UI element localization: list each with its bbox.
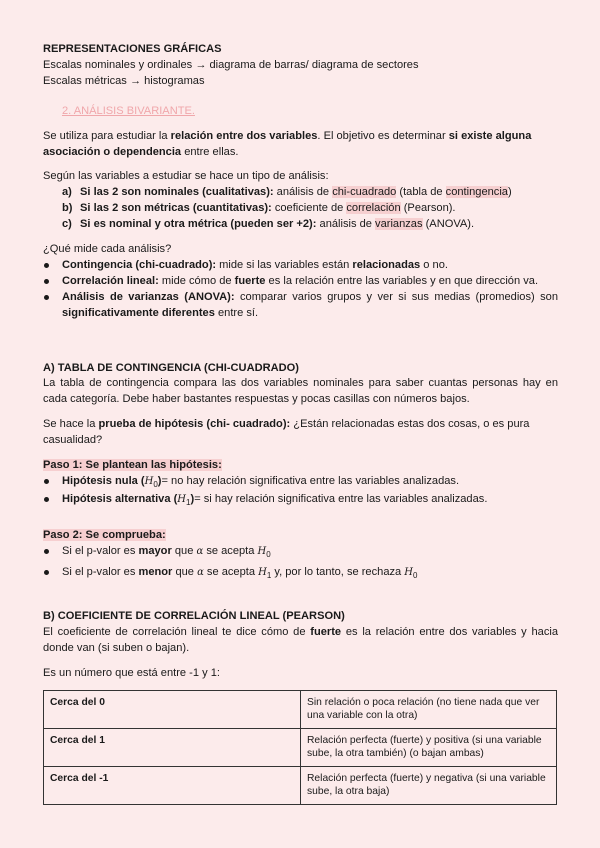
range-text: Es un número que está entre -1 y 1: bbox=[43, 667, 220, 679]
paso-1-heading bbox=[43, 457, 558, 473]
hypothesis-symbol: H bbox=[144, 476, 154, 487]
measure-text: o no. bbox=[420, 259, 448, 271]
section-b-text: es la relación entre dos variables y hacia donde van (si suben o bajan). bbox=[43, 626, 558, 654]
types-marker: c) bbox=[62, 218, 72, 230]
paso-1-title: Paso 1: Se plantean las hipótesis: bbox=[43, 459, 222, 471]
hypothesis-symbol: H bbox=[258, 567, 267, 578]
measure-bold: Contingencia (chi-cuadrado): bbox=[62, 259, 217, 271]
measures-item bbox=[44, 257, 558, 273]
section-2-title: 2. ANÁLISIS BIVARIANTE. bbox=[62, 105, 195, 117]
types-bold: Si las 2 son métricas (cuantitativas): bbox=[80, 202, 272, 214]
pvalue-text: y, por lo tanto, se rechaza bbox=[271, 566, 405, 578]
measures-list bbox=[62, 257, 558, 321]
bullet-icon bbox=[44, 295, 49, 300]
alpha-symbol: α bbox=[197, 567, 204, 578]
measure-text: mide cómo de bbox=[158, 275, 235, 287]
bullet-icon bbox=[44, 497, 49, 502]
hypothesis-subscript: 0 bbox=[413, 571, 418, 581]
pvalue-item bbox=[44, 564, 558, 585]
bullet-icon bbox=[44, 479, 49, 484]
table-cell-value: Sin relación o poca relación (no tiene nada que ver una variable con la otra) bbox=[301, 691, 557, 729]
measure-text: es la relación entre las variables y en que dirección va. bbox=[265, 275, 539, 287]
measure-bold-2: fuerte bbox=[234, 275, 266, 287]
measures-question: ¿Qué mide cada análisis? bbox=[43, 243, 172, 255]
hypothesis-label: Hipótesis nula ( bbox=[62, 475, 145, 487]
correlation-table-wrap bbox=[43, 690, 558, 805]
types-intro: Según las variables a estudiar se hace un tipo de análisis: bbox=[43, 170, 329, 182]
table-row bbox=[44, 691, 557, 729]
types-list bbox=[62, 184, 558, 232]
measure-bold: Correlación lineal: bbox=[62, 275, 159, 287]
representaciones-block bbox=[43, 41, 558, 89]
prueba-paragraph bbox=[43, 416, 558, 448]
hypothesis-symbol: H bbox=[177, 494, 187, 505]
representaciones-title: REPRESENTACIONES GRÁFICAS bbox=[43, 43, 222, 55]
hypothesis-item bbox=[44, 473, 558, 491]
types-item-c bbox=[62, 216, 558, 232]
hypothesis-subscript: 0 bbox=[266, 550, 271, 560]
bullet-icon bbox=[44, 549, 49, 554]
table-cell-value: Relación perfecta (fuerte) y positiva (si una variable sube, la otra también) (o bajan ambas) bbox=[301, 729, 557, 767]
section-a-paragraph: La tabla de contingencia compara las dos variables nominales para saber cuantas personas hay en cada categoría. Debe haber bastantes respuestas y pocas casillas con números bajos. bbox=[43, 377, 558, 405]
hypothesis-label: Hipótesis alternativa ( bbox=[62, 493, 178, 505]
section-b-text: El coeficiente de correlación lineal te dice cómo de bbox=[43, 626, 311, 638]
paso-1-list bbox=[62, 473, 558, 509]
types-text: (ANOVA). bbox=[422, 218, 475, 230]
measure-bold-2: relacionadas bbox=[352, 259, 421, 271]
types-bold: Si es nominal y otra métrica (pueden ser +2): bbox=[80, 218, 317, 230]
intro-text-a: Se utiliza para estudiar la bbox=[43, 130, 171, 142]
measure-text: comparar varios grupos y ver si sus medias (promedios) son bbox=[234, 291, 558, 303]
types-marker: a) bbox=[62, 186, 72, 198]
section-b-paragraph bbox=[43, 624, 558, 656]
pvalue-text: Si el p-valor es bbox=[62, 545, 139, 557]
pvalue-text: se acepta bbox=[203, 566, 259, 578]
types-highlight: contingencia bbox=[445, 186, 508, 198]
hypothesis-text: = si hay relación significativa entre las variables analizadas. bbox=[194, 493, 488, 505]
bullet-icon bbox=[44, 570, 49, 575]
paso-2-heading bbox=[43, 527, 558, 543]
hypothesis-close: ) bbox=[190, 493, 195, 505]
types-highlight: chi-cuadrado bbox=[332, 186, 397, 198]
table-cell-value: Relación perfecta (fuerte) y negativa (si una variable sube, la otra baja) bbox=[301, 767, 557, 805]
section-2-intro bbox=[43, 128, 558, 160]
pvalue-text: que bbox=[172, 566, 198, 578]
table-cell-key: Cerca del -1 bbox=[44, 767, 301, 805]
intro-bold-b: relación entre dos variables bbox=[170, 130, 318, 142]
measure-text: mide si las variables están bbox=[216, 259, 353, 271]
table-cell-key: Cerca del 1 bbox=[44, 729, 301, 767]
pvalue-bold: mayor bbox=[138, 545, 172, 557]
bullet-icon bbox=[44, 263, 49, 268]
hypothesis-subscript: 0 bbox=[153, 480, 158, 490]
prueba-text: Se hace la bbox=[43, 418, 99, 430]
hypothesis-subscript: 1 bbox=[186, 498, 191, 508]
section-2-heading bbox=[62, 103, 558, 119]
correlation-table bbox=[43, 690, 557, 805]
paso-2-list bbox=[62, 543, 558, 585]
bullet-icon bbox=[44, 279, 49, 284]
pvalue-item bbox=[44, 543, 558, 564]
intro-text-e: entre ellas. bbox=[181, 146, 239, 158]
section-b-bold: fuerte bbox=[310, 626, 342, 638]
pvalue-text: Si el p-valor es bbox=[62, 566, 139, 578]
measure-bold: Análisis de varianzas (ANOVA): bbox=[62, 291, 235, 303]
hypothesis-close: ) bbox=[157, 475, 162, 487]
types-text: (tabla de bbox=[396, 186, 446, 198]
types-text: análisis de bbox=[316, 218, 376, 230]
representaciones-line-1: Escalas nominales y ordinales → diagrama de barras/ diagrama de sectores bbox=[43, 59, 419, 71]
table-row bbox=[44, 767, 557, 805]
pvalue-text: se acepta bbox=[203, 545, 258, 557]
table-row bbox=[44, 729, 557, 767]
section-a-title: A) TABLA DE CONTINGENCIA (CHI-CUADRADO) bbox=[43, 362, 299, 374]
measures-item bbox=[44, 289, 558, 321]
hypothesis-symbol: H bbox=[404, 567, 414, 578]
table-cell-key: Cerca del 0 bbox=[44, 691, 301, 729]
types-item-a bbox=[62, 184, 558, 200]
types-text: coeficiente de bbox=[271, 202, 347, 214]
types-highlight: varianzas bbox=[375, 218, 423, 230]
prueba-bold: prueba de hipótesis (chi- cuadrado): bbox=[98, 418, 291, 430]
types-text: ) bbox=[507, 186, 512, 198]
hypothesis-text: = no hay relación significativa entre las variables analizadas. bbox=[161, 475, 460, 487]
pvalue-bold: menor bbox=[138, 566, 173, 578]
section-b-title: B) COEFICIENTE DE CORRELACIÓN LINEAL (PEARSON) bbox=[43, 610, 345, 622]
hypothesis-subscript: 1 bbox=[266, 571, 272, 581]
paso-2-title: Paso 2: Se comprueba: bbox=[43, 529, 166, 541]
types-text: (Pearson). bbox=[400, 202, 456, 214]
measure-text: entre sí. bbox=[214, 307, 259, 319]
measure-bold-2: significativamente diferentes bbox=[62, 307, 215, 319]
alpha-symbol: α bbox=[196, 546, 204, 557]
types-item-b bbox=[62, 200, 558, 216]
intro-text-c: . El objetivo es determinar bbox=[317, 130, 449, 142]
hypothesis-symbol: H bbox=[257, 546, 267, 557]
hypothesis-item bbox=[44, 491, 558, 509]
types-highlight: correlación bbox=[346, 202, 401, 214]
prueba-text: ¿Están relacionadas estas dos cosas, o es pura casualidad? bbox=[43, 418, 530, 446]
types-marker: b) bbox=[62, 202, 73, 214]
measures-item bbox=[44, 273, 558, 289]
types-bold: Si las 2 son nominales (cualitativas): bbox=[80, 186, 274, 198]
representaciones-line-2: Escalas métricas → histogramas bbox=[43, 75, 205, 87]
types-text: análisis de bbox=[273, 186, 333, 198]
pvalue-text: que bbox=[171, 545, 197, 557]
intro-bold-d: si existe alguna asociación o dependencia bbox=[43, 130, 532, 158]
